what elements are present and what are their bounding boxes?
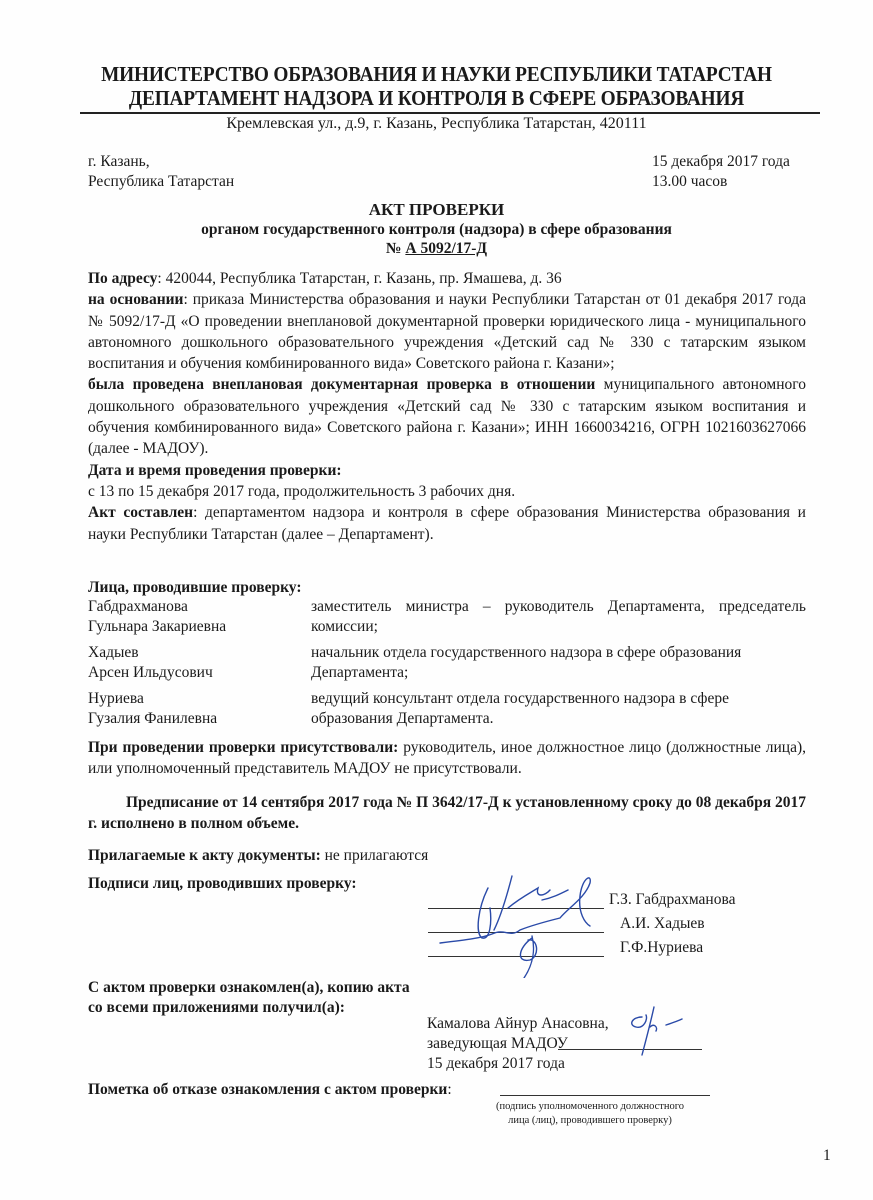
- inspector-name: Габдрахманова Гульнара Закариевна: [88, 598, 227, 635]
- inspection-address: По адресу: 420044, Республика Татарстан, г. Казань, пр. Ямашева, д. 36: [88, 270, 562, 287]
- signatory-name: Г.Ф.Нуриева: [620, 939, 704, 956]
- document-number: № А 5092/17-Д: [385, 240, 488, 257]
- department-address: Кремлевская ул., д.9, г. Казань, Республика Татарстан, 420111: [226, 115, 647, 132]
- inspection-subject: была проведена внеплановая документарная проверка в отношении муниципального автономного дошкольного образовательного учреждения «Детский сад № 330 с татарским языком воспитания и обучения комбинированного вида» Советского района г. Казани»; ИНН 1660034216, ОГРН 1021603627066 (далее - МАДОУ).: [88, 376, 806, 458]
- recipient-block: [427, 1014, 609, 1074]
- place-block: [88, 152, 234, 192]
- datetime-block: [652, 152, 790, 192]
- page-number: 1: [823, 1147, 831, 1164]
- department-heading: ДЕПАРТАМЕНТ НАДЗОРА И КОНТРОЛЯ В СФЕРЕ ОБРАЗОВАНИЯ: [128, 86, 745, 110]
- signatory-name: Г.З. Габдрахманова: [609, 891, 736, 908]
- acknowledgement-label: С актом проверки ознакомлен(а), копию акта со всеми приложениями получил(а):: [88, 979, 410, 1016]
- document-subtitle: органом государственного контроля (надзора) в сфере образования: [201, 221, 672, 238]
- act-number: А 5092/17-Д: [405, 240, 488, 257]
- recipient-signature-icon: [620, 1005, 700, 1060]
- recipient-date: 15 декабря 2017 года: [427, 1055, 565, 1072]
- header-divider: [80, 112, 820, 114]
- refusal-label: Пометка об отказе ознакомления с актом проверки:: [88, 1081, 452, 1098]
- presence-statement: При проведении проверки присутствовали: руководитель, иное должностное лицо (должностные лица), или уполномоченный представитель МАДОУ не присутствовали.: [88, 739, 806, 778]
- act-date: 15 декабря 2017 года: [652, 153, 790, 170]
- recipient-name: Камалова Айнур Анасовна,: [427, 1015, 609, 1032]
- ministry-heading: МИНИСТЕРСТВО ОБРАЗОВАНИЯ И НАУКИ РЕСПУБЛИКИ ТАТАРСТАН: [101, 62, 772, 86]
- prescription-statement: Предписание от 14 сентября 2017 года № П 3642/17-Д к установленному сроку до 08 декабря 2017 г. исполнено в полном объеме.: [88, 794, 806, 833]
- inspector-role: ведущий консультант отдела государственного надзора в сфере образования Департамента.: [311, 690, 729, 727]
- refusal-signature-line: [500, 1095, 710, 1096]
- attachments-statement: Прилагаемые к акту документы: не прилагаются: [88, 847, 429, 864]
- act-compiled-by: Акт составлен: департаментом надзора и контроля в сфере образования Министерства образования и науки Республики Татарстан (далее – Департамент).: [88, 504, 806, 543]
- inspection-basis: на основании: приказа Министерства образования и науки Республики Татарстан от 01 декабря 2017 года № 5092/17-Д «О проведении внеплановой документарной проверки юридического лица - муниципального автономного дошкольного образовательного учреждения «Детский сад № 330 с татарским языком воспитания и обучения комбинированного вида» Советского района г. Казани»;: [88, 291, 806, 373]
- inspectors-label: Лица, проводившие проверку:: [88, 579, 302, 596]
- inspection-dates-label: Дата и время проведения проверки:: [88, 461, 342, 479]
- inspector-role: начальник отдела государственного надзора в сфере образования Департамента;: [311, 644, 742, 681]
- inspector-role: заместитель министра – руководитель Департамента, председатель комиссии;: [311, 598, 806, 635]
- inspection-dates-value: с 13 по 15 декабря 2017 года, продолжительность 3 рабочих дня.: [88, 482, 516, 500]
- inspector-name: Нуриева Гузалия Фанилевна: [88, 690, 218, 727]
- signatures-label: Подписи лиц, проводивших проверку:: [88, 875, 357, 892]
- recipient-position: заведующая МАДОУ: [427, 1035, 568, 1052]
- handwritten-signatures-icon: [420, 868, 620, 978]
- place-city: г. Казань,: [88, 153, 150, 170]
- signatory-name: А.И. Хадыев: [620, 915, 705, 932]
- inspector-name: Хадыев Арсен Ильдусович: [88, 644, 213, 681]
- place-region: Республика Татарстан: [88, 173, 235, 190]
- refusal-caption: (подпись уполномоченного должностного лица (лиц), проводившего проверку): [495, 1101, 685, 1126]
- act-body: [88, 268, 806, 545]
- act-time: 13.00 часов: [652, 173, 728, 190]
- document-title: АКТ ПРОВЕРКИ: [368, 200, 505, 219]
